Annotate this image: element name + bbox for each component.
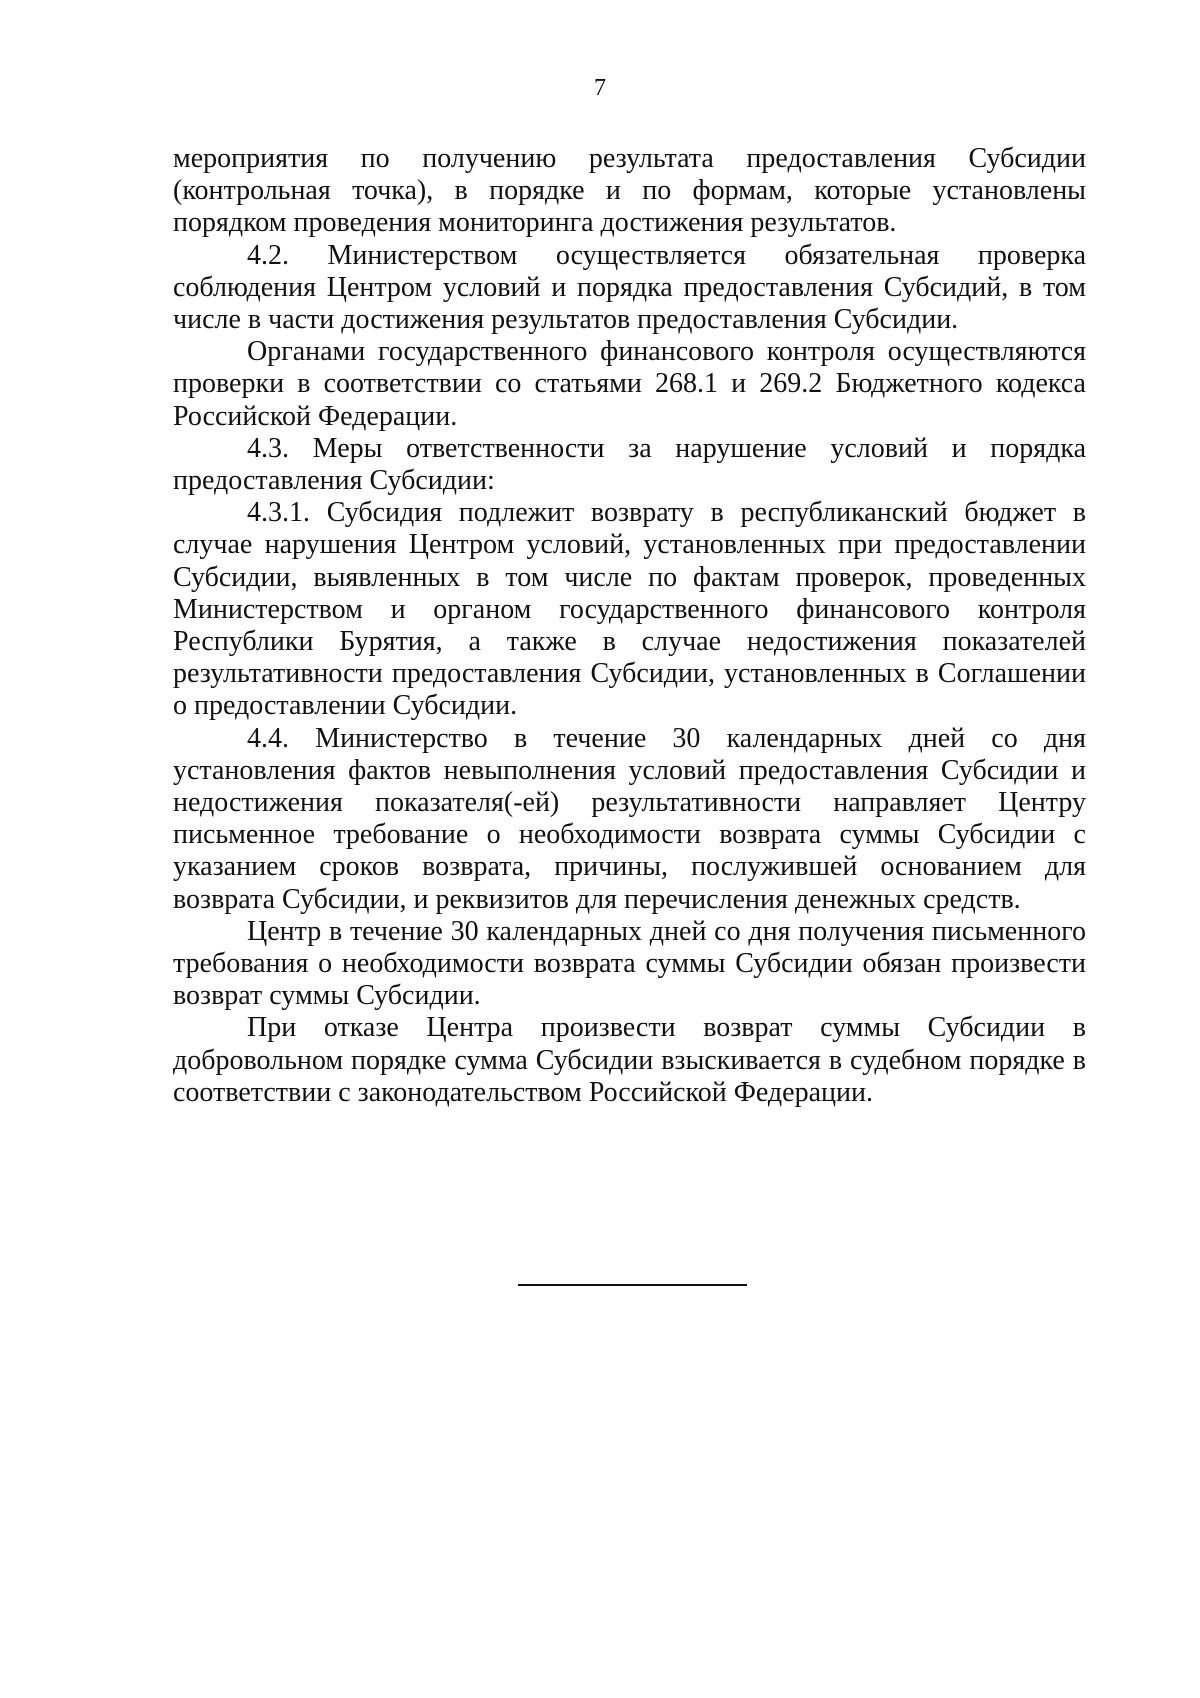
paragraph-4-2: 4.2. Министерством осуществляется обязательная проверка соблюдения Центром условий и порядка предоставления Субсидий, в том числе в части достижения результатов предоставления Субсидии. bbox=[173, 239, 1086, 336]
document-body bbox=[173, 143, 1086, 1109]
paragraph-4-4: 4.4. Министерство в течение 30 календарных дней со дня установления фактов невыполнения условий предоставления Субсидии и недостижения показателя(-ей) результативности направляет Центру письменное требование о необходимости возврата суммы Субсидии с указанием сроков возврата, причины, послужившей основанием для возврата Субсидии, и реквизитов для перечисления денежных средств. bbox=[173, 722, 1086, 915]
paragraph-monitoring-continuation: мероприятия по получению результата предоставления Субсидии (контрольная точка), в порядке и по формам, которые установлены порядком проведения мониторинга достижения результатов. bbox=[173, 143, 1086, 239]
page-number: 7 bbox=[594, 75, 606, 101]
paragraph-4-3: 4.3. Меры ответственности за нарушение условий и порядка предоставления Субсидии: bbox=[173, 432, 1086, 497]
end-of-document-rule bbox=[518, 1284, 747, 1286]
paragraph-financial-control: Органами государственного финансового контроля осуществляются проверки в соответствии со статьями 268.1 и 269.2 Бюджетного кодекса Российской Федерации. bbox=[173, 336, 1086, 432]
paragraph-4-3-1: 4.3.1. Субсидия подлежит возврату в республиканский бюджет в случае нарушения Центром условий, установленных при предоставлении Субсидии, выявленных в том числе по фактам проверок, проведенных Министерством и органом государственного финансового контроля Республики Бурятия, а также в случае недостижения показателей результативности предоставления Субсидии, установленных в Соглашении о предоставлении Субсидии. bbox=[173, 497, 1086, 722]
paragraph-center-refund: Центр в течение 30 календарных дней со дня получения письменного требования о необходимости возврата суммы Субсидии обязан произвести возврат суммы Субсидии. bbox=[173, 915, 1086, 1012]
paragraph-court-recovery: При отказе Центра произвести возврат суммы Субсидии в добровольном порядке сумма Субсидии взыскивается в судебном порядке в соответствии с законодательством Российской Федерации. bbox=[173, 1012, 1086, 1108]
